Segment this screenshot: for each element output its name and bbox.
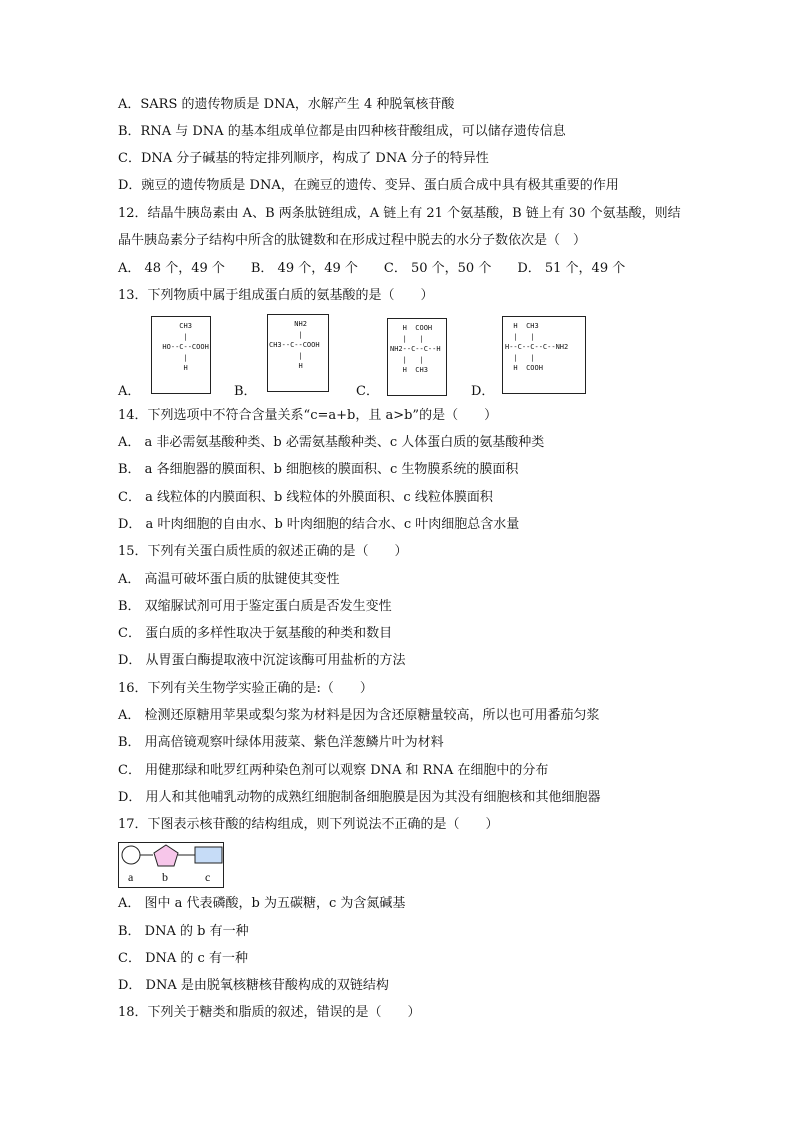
q14-option-c: C． a 线粒体的内膜面积、b 线粒体的外膜面积、c 线粒体膜面积 — [118, 490, 493, 505]
q14-option-b: B． a 各细胞器的膜面积、b 细胞核的膜面积、c 生物膜系统的膜面积 — [118, 462, 519, 477]
formula-a-text: CH3 | HO--C--COOH | H — [162, 322, 209, 372]
label-a: a — [128, 870, 134, 884]
q15-option-d: D． 从胃蛋白酶提取液中沉淀该酶可用盐析的方法 — [118, 653, 406, 668]
q16-option-d: D． 用人和其他哺乳动物的成熟红细胞制备细胞膜是因为其没有细胞核和其他细胞器 — [118, 790, 601, 805]
q13-formula-d — [502, 316, 586, 394]
q12-stem-line1: 12．结晶牛胰岛素由 A、B 两条肽链组成，A 链上有 21 个氨基酸，B 链上有 30 个氨基酸，则结 — [118, 206, 681, 221]
q13-formula-c — [387, 318, 447, 396]
label-c: c — [205, 870, 211, 884]
nucleotide-diagram — [118, 842, 224, 888]
q13-letter-c: C． — [356, 384, 379, 399]
base-rectangle — [195, 847, 222, 863]
label-b: b — [162, 870, 168, 884]
q12-options: A． 48 个，49 个 B． 49 个，49 个 C． 50 个，50 个 D． 51 个，49 个 — [118, 261, 626, 276]
formula-b-text: NH2 | CH3--C--COOH | H — [269, 320, 320, 370]
q11-option-a: A．SARS 的遗传物质是 DNA，水解产生 4 种脱氧核苷酸 — [118, 97, 455, 112]
q17-option-a: A． 图中 a 代表磷酸，b 为五碳糖，c 为含氮碱基 — [118, 896, 406, 911]
q17-stem: 17．下图表示核苷酸的结构组成，则下列说法不正确的是（ ） — [118, 817, 499, 832]
q13-letter-b: B． — [234, 384, 257, 399]
q16-option-a: A． 检测还原糖用苹果或梨匀浆为材料是因为含还原糖量较高，所以也可用番茄匀浆 — [118, 708, 600, 723]
q12-stem-line2: 晶牛胰岛素分子结构中所含的肽键数和在形成过程中脱去的水分子数依次是（ ） — [118, 233, 587, 248]
q14-option-a: A． a 非必需氨基酸种类、b 必需氨基酸种类、c 人体蛋白质的氨基酸种类 — [118, 435, 545, 450]
formula-d-text: H CH3 | | H--C--C--C--NH2 | | H COOH — [505, 322, 569, 372]
pentose-pentagon — [154, 845, 178, 866]
q13-structures — [118, 314, 678, 398]
q16-option-c: C． 用健那绿和吡罗红两种染色剂可以观察 DNA 和 RNA 在细胞中的分布 — [118, 763, 549, 778]
q17-option-b: B． DNA 的 b 有一种 — [118, 924, 249, 939]
q13-formula-b — [267, 314, 329, 392]
q15-stem: 15．下列有关蛋白质性质的叙述正确的是（ ） — [118, 544, 408, 559]
q14-option-d: D． a 叶肉细胞的自由水、b 叶肉细胞的结合水、c 叶肉细胞总含水量 — [118, 517, 520, 532]
q14-stem: 14．下列选项中不符合含量关系“c=a+b，且 a>b”的是（ ） — [118, 408, 498, 423]
q11-option-c: C．DNA 分子碱基的特定排列顺序，构成了 DNA 分子的特异性 — [118, 151, 489, 166]
q18-stem: 18．下列关于糖类和脂质的叙述，错误的是（ ） — [118, 1005, 421, 1020]
q16-stem: 16．下列有关生物学实验正确的是:（ ） — [118, 681, 373, 696]
q13-stem: 13．下列物质中属于组成蛋白质的氨基酸的是（ ） — [118, 288, 434, 303]
q11-option-b: B．RNA 与 DNA 的基本组成单位都是由四种核苷酸组成，可以储存遗传信息 — [118, 124, 566, 139]
q15-option-c: C． 蛋白质的多样性取决于氨基酸的种类和数目 — [118, 626, 393, 641]
q15-option-a: A． 高温可破坏蛋白质的肽键使其变性 — [118, 572, 340, 587]
q16-option-b: B． 用高倍镜观察叶绿体用菠菜、紫色洋葱鳞片叶为材料 — [118, 735, 444, 750]
q13-letter-d: D． — [471, 384, 495, 399]
q17-option-c: C． DNA 的 c 有一种 — [118, 951, 248, 966]
q11-option-d: D．豌豆的遗传物质是 DNA，在豌豆的遗传、变异、蛋白质合成中具有极其重要的作用 — [118, 178, 619, 193]
formula-c-text: H COOH | | NH2--C--C--H | | H CH3 — [390, 324, 441, 374]
q13-letter-a: A． — [118, 384, 141, 399]
phosphate-circle — [122, 846, 140, 864]
q17-option-d: D． DNA 是由脱氧核糖核苷酸构成的双链结构 — [118, 978, 389, 993]
q13-formula-a — [151, 316, 211, 394]
q15-option-b: B． 双缩脲试剂可用于鉴定蛋白质是否发生变性 — [118, 599, 392, 614]
